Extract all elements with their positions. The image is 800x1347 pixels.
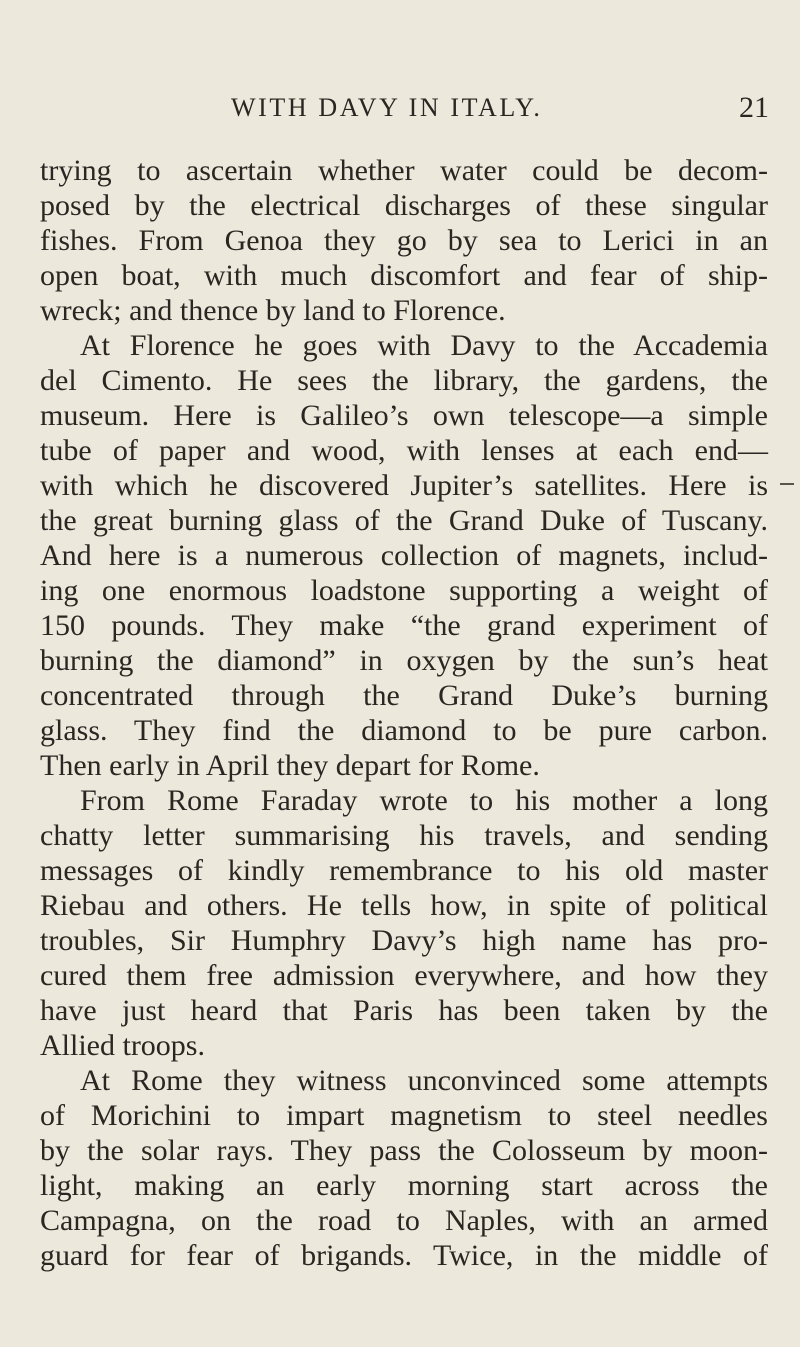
margin-dash-mark [780, 483, 794, 485]
text-line: with which he discovered Jupiter’s satellites. Here is [40, 469, 768, 502]
text-line: From Rome Faraday wrote to his mother a long [80, 784, 768, 817]
body-text [40, 153, 768, 1273]
text-line: fishes. From Genoa they go by sea to Lerici in an [40, 224, 768, 257]
text-line: 150 pounds. They make “the grand experiment of [40, 609, 768, 642]
text-line: museum. Here is Galileo’s own telescope—a simple [40, 399, 768, 432]
text-line: At Rome they witness unconvinced some attempts [80, 1064, 768, 1097]
text-line: Campagna, on the road to Naples, with an armed [40, 1204, 768, 1237]
text-line: burning the diamond” in oxygen by the sun’s heat [40, 644, 768, 677]
text-line: light, making an early morning start across the [40, 1169, 768, 1202]
text-line: guard for fear of brigands. Twice, in the middle of [40, 1239, 768, 1272]
text-line: Riebau and others. He tells how, in spite of political [40, 889, 768, 922]
text-line: tube of paper and wood, with lenses at each end— [40, 434, 768, 467]
text-line: cured them free admission everywhere, and how they [40, 959, 768, 992]
text-line: concentrated through the Grand Duke’s burning [40, 679, 768, 712]
text-line: have just heard that Paris has been taken by the [40, 994, 768, 1027]
text-line: glass. They find the diamond to be pure carbon. [40, 714, 768, 747]
page-number: 21 [739, 91, 769, 124]
text-line: troubles, Sir Humphry Davy’s high name has pro- [40, 924, 768, 957]
running-title: WITH DAVY IN ITALY. [231, 93, 543, 122]
text-line: messages of kindly remembrance to his old master [40, 854, 768, 887]
text-line: of Morichini to impart magnetism to steel needles [40, 1099, 768, 1132]
text-line: del Cimento. He sees the library, the gardens, the [40, 364, 768, 397]
text-line: Then early in April they depart for Rome. [40, 749, 540, 782]
text-line: trying to ascertain whether water could be decom- [40, 154, 768, 187]
text-line: open boat, with much discomfort and fear of ship- [40, 259, 768, 292]
text-line: wreck; and thence by land to Florence. [40, 294, 506, 327]
text-line: the great burning glass of the Grand Duke of Tuscany. [40, 504, 768, 537]
text-line: by the solar rays. They pass the Colosseum by moon- [40, 1134, 768, 1167]
text-line: posed by the electrical discharges of these singular [40, 189, 768, 222]
text-line: And here is a numerous collection of magnets, includ- [40, 539, 768, 572]
text-line: Allied troops. [40, 1029, 205, 1062]
running-head [231, 88, 769, 128]
text-line: ing one enormous loadstone supporting a weight of [40, 574, 768, 607]
text-line: chatty letter summarising his travels, and sending [40, 819, 768, 852]
text-line: At Florence he goes with Davy to the Accademia [80, 329, 768, 362]
